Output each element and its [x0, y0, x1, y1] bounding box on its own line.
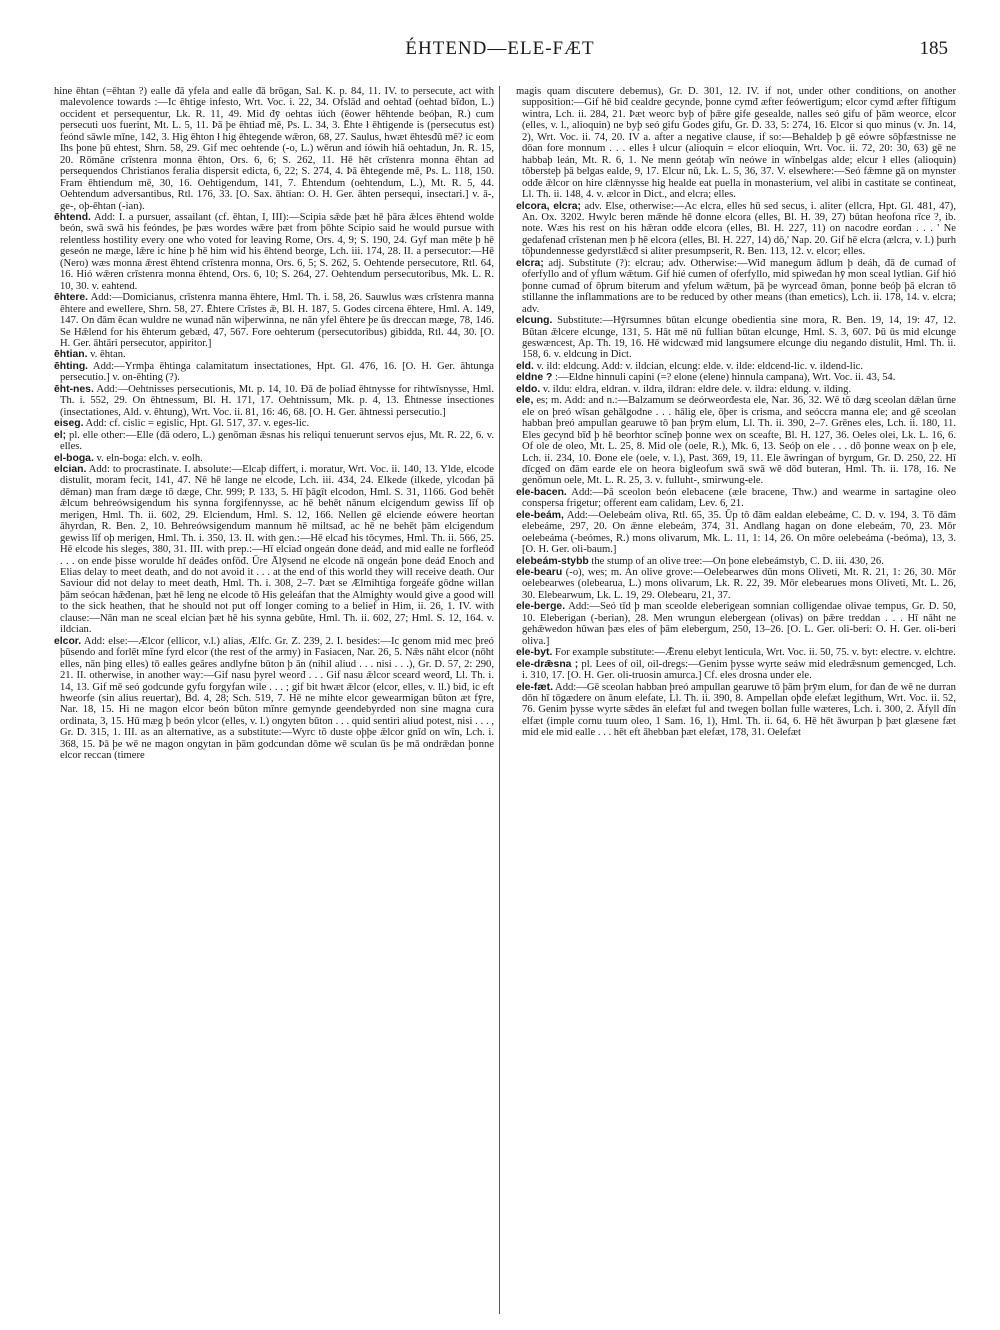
entry-text: adv. Else, otherwise:—Ac elcra, elles hū sed secus, i. aliter (ellcra, Hpt. Gl. 481, 47), An. Ox. 3202. Hwylc beren mǣnde hē đonne elcora (elles, Bl. H. 39, 27) būtan heofona rīce ?, ib. note. Wæs his rest on his hǣran odđe elcora (elles, Bl. H. 227, 11) on nacodre eorđan . . . ' Ne gedafenađ crīstenan men þ hē elcora (elles, Bl. H. 227, 14) dō,' Nap. 20. Gif hē elcra (ælcra, v. l.) þurh tōþundennesse gedyrstlǣcđ si aliter presumpserit, R. Ben. 113, 12. v. elcor; elles. — [522, 200, 956, 258]
entry-headword: elcian. — [54, 463, 87, 475]
running-head: ÉHTEND—ELE-FÆT — [405, 38, 595, 59]
entry-text: Add: to procrastinate. I. absolute:—Elcaþ differt, i. moratur, Wrt. Voc. ii. 140, 13. Ylde, elcode distulit, moram fecit, 141, 47. Nē hē lange ne elcode, Lch. iii. 434, 24. Elkede (ilkede, ylcodan þā dēman) man fram dæge tō dæge, Chr. 999; P. 133, 5. Hī þāgīt elcodon, Hml. S. 31, 1166. God behēt ǣlcum behreówsigendum his synna forgifennysse, ac hē behēt nānum elcigendum gewiss līf oþ merigen, Hml. Th. ii. 602, 29. Elciendum, Hml. S. 12, 166. Nellen gē elciende eówere heortan āhyrdan, R. Ben. 2, 10. Behreówsigendum mannum hē miltsađ, ac hē ne behēt þām elcigendum gewiss līf oþ merigen, Hml. Th. i. 350, 13. II. with gen.:—Hē elcađ his tōcymes, Hml. Th. ii. 566, 25. Hē elcode his sleges, 380, 31. III. with prep.:—Hī elciađ ongeán đone deáđ, and mid ealle ne forfleóđ . . . on ende þisse woruldе hī deáđes onfōđ. Ūre Ālȳsend ne elcode nā ongeán þone deáđ Enoch and Elias delay to meet death, and do not avoid it . . . at the end of this world they will receive death. Our Saviour did not delay to meet death, Hml. Th. i. 308, 2–7. Þæt se Ælmihtiga forgeáfe gōdne willan þām seócan hǣđenan, þæt hē leng ne elcode tō His geleáfan that the Almighty would give a good will to the sick heathen, that he should not put off longer coming to a belief in Him, ii. 26, 1. IV. with clause:—Nān man ne sceal elcian þæt hē his synna gebūte, Hml. Th. ii. 602, 27; Hml. S. 12, 164. v. ildcian. — [60, 463, 494, 636]
entry-text: :—Eldne hinnuli capini (=? elone (elene) hinnula campana), Wrt. Voc. ii. 43, 54. — [555, 372, 896, 384]
right-column — [516, 86, 956, 1316]
dictionary-entry — [54, 453, 494, 464]
entry-text: (-o), wes; m. An olive grove:—Oelebearwes dūn mons Oliveti, Mt. R. 21, 1: 26, 30. Mōr oelebearwes (olebearua, L.) mons olivarum, Lk. R. 22, 39. Mōr elebearues mons Oliveti, Mt. L. 26, 30. Elebearwum, Lk. L. 19, 29. Olebearu, 21, 37. — [522, 567, 956, 601]
entry-headword: ele-bearu — [516, 567, 563, 579]
dictionary-entry — [54, 361, 494, 384]
dictionary-entry — [516, 395, 956, 487]
entry-text: hine ēhtan (=ēhtan ?) ealle đā yfela and ealle đā brōgan, Sal. K. p. 84, 11. IV. to persecute, act with malevolence towards :—Ic ēhtige infesto, Wrt. Voc. i. 22, 34. Ofslād and oehtađ (oehtad bīđon, L.) occident et persequentur, Lk. R. 11, 49. Mid đȳ oehtas iúch (ēower hēhtende beóþan, R.) cum persecuti uos fuerint, Mt. L. 5, 11. Þā þe ēhtiađ mē, Ps. L. 34, 3. Ēhte ł ēhtigende is (persecutus est) feónd sāwle mīne, 142, 3. Hig ēhton ł hig ēhtegende wǣron, 68, 27. Saulus, hwæt ēhtesđū mē? ic eom Ihs þone þū ehtest, Shrn. 58, 29. Gif mec oehtende (-o, L.) wērun and íówih hiā oehtadun, Jn. R. 15, 20. Rōmāne crīstenra monna ēhton, Ors. 6, 6; S. 262, 11. Hē hēt crīstenra monna ēhtan ad persequendos Christianos feralia dispersit edicta, 6, 22; S. 274, 4. Þā ēhtegende mē, Ps. L. 118, 150. Fram ēhtiendum mē, 30, 16. Oehtigendum, 141, 7. Ēhtendum (oehtendum, L.), Mt. R. 5, 44. Oehtendum adversantibus, Rtl. 176, 33. [O. Sax. āhtian: O. H. Ger. āhten persequi, insectari.] v. ā-, ge-, oþ-ēhtan (-ian). — [54, 86, 494, 212]
page-header — [52, 38, 948, 68]
entry-text: pl. Lees of oil, oil-dregs:—Genim þysse wyrte seáw mid eledrǣsnum gemencged, Lch. i. 310, 17. [O. H. Ger. oli-truosin amurca.] Cf. eles drosna under ele. — [522, 658, 956, 682]
entry-text: Add: I. a pursuer, assailant (cf. ēhtan, I, III):—Scipia sǣde þæt hē þāra ǣlces ēhtend wolde beón, swā swā his feóndes, þe þæs wordes wǣre þæt from þōhte Scipio said he would pursue with relentless hostility every one who voted for leaving Rome, Ors. 4, 9; S. 190, 24. Gyf man mēte þ hē geseón ne mæge, lǣre ic hine þ hē him wiđ his ēhtend beorge, Lch. iii. 174, 28. II. a persecutor:—Hē (Nero) wæs monna ǣrest ēhtend crīstenra monna, Ors. 6, 5; S. 262, 5. Oehtende persecutore, Rtl. 64, 16. Hió wǣren crīstenra monna ēhtend, Ors. 6, 10; S. 264, 27. Oehtendum persecutoribus, Mk. L. R. 10, 30. v. eahtend. — [60, 211, 494, 292]
dictionary-entry — [54, 292, 494, 349]
entry-headword: ele-drǣsna ; — [516, 658, 579, 670]
dictionary-entry — [54, 464, 494, 636]
entry-headword: elcung. — [516, 315, 553, 327]
dictionary-entry — [54, 349, 494, 360]
dictionary-entry — [516, 659, 956, 682]
entry-headword: ēhtend. — [54, 211, 91, 223]
dictionary-entry — [516, 601, 956, 647]
entry-text: Add:—Domicianus, crīstenra manna ēhtere, Hml. Th. i. 58, 26. Sauwlus wæs crīstenra manna ēhtere and ewellere, Shrn. 58, 27. Ēhtere Crīstes ǣ, Bl. H. 187, 5. Godes circena ēhtere, Hml. A. 149, 147. On đām ēcan wuldre ne wunađ nān wiþerwinna, ne nān yfel ēhtere þe ūs dreccan mæge, 78, 146. Se Hǣlend for his ēhterum gebæd, 47, 567. Fore oehterum (persecutoribus) gibidda, Rtl. 44, 30. [O. H. Ger. āhtāri persecutor, appiritor.] — [60, 292, 494, 349]
entry-text: Add: else:—Ælcor (ellicor, v.l.) alias, Ælfc. Gr. Z. 239, 2. I. besides:—Ic genom mid mec þreó þūsendo and forlēt mīne fyrd elcor (the rest of the army) in Fasiacen, Nar. 26, 5. Nǣs nāht elcor (nōht elles, nān þing elles) tō ealles geāres andlyfne būton þ ān (nihil aliud . . . nisi . . .), Gr. D. 57, 2: 290, 21. II. otherwise, in another way:—Gif nasu þyrel weorđ . . . Gif nasu ǣlcor sceard weorđ, Ll. Th. i. 14, 13. Gif mē seó godcunde gyfu forgyfan wile . . . ; gif bit hwæt ǣlcor (elcor, elles, v. ll.) biđ, ic eft hweorfe (sin alius reuertar), Bd. 4, 28; Sch. 519, 7. Hē ne mihte elcor gewearmigan būton æt fȳre, Nar. 18, 15. Hi ne magon elcor beón būton mīnre gemynde geendebyrded non sine magna cura ordinata, 3, 15. Hū mæg þ beón ylcor (elles, v. l.) ongyten būton . . . quid sentiri aliud potest, nisi . . . , Gr. D. 315, 1. III. as an alternative, as a substitute:—Wyrc tō duste oþþe ǣlcor gnīd on wīn, Lch. i. 368, 15. Þā þe wē ne magon ongytan in þām godcundan dōme wē sculan ūs þe mā ondrǣdan þonne elcor reccan (timere — [60, 635, 494, 762]
entry-headword: ele-fæt. — [516, 681, 553, 693]
dictionary-entry — [516, 556, 956, 567]
entry-text: es; m. Add: and n.:—Balzamum se deórweorđesta ele, Nar. 36, 32. Wē tō dæg sceolan dǣlan ūrne ele on þreó wīsan gehālgodne . . . hālig ele, ōþer is crisma, and seóccra manna ele; and gē sceolan habban þreó ampullan gearuwe tō þan þrȳm elum, Ll. Th. ii. 390, 2–7. Grēnes eles, Lch. ii. 180, 11. Eles gecynd bīđ þ hē beorhtor scīneþ þonne wex on sceafte, Bl. H. 127, 36. Oeles olei, Lk. L. 16, 6. Of ole de oleo, Mt. L. 25, 8. Mid ole (oele, R.), Mk. 6, 13. Seóþ on ele . . . dō þonne weax on þ ele, Lch. ii. 234, 10. Đone ele (oele, v. l.), Past. 369, 19, 11. Ele āwringan of byrgum, Gr. D. 250, 22. Hī dīcgeđ on đām earde ele on heora bigleofum swā swā wē dōđ buteran, Hml. Th. ii. 178, 16. Ne genōmun oele, Mt. L. R. 25, 3. v. fulluht-, smirwung-ele. — [522, 395, 956, 487]
entry-text: Add:—Þā sceolon beón elebacene (æle bracene, Thw.) and wearme in sartagine oleo conspersa frigetur; offerent eam calidam, Lev. 6, 21. — [522, 486, 956, 510]
dictionary-entry — [516, 510, 956, 556]
dictionary-entry — [54, 212, 494, 292]
dictionary-entry — [516, 567, 956, 601]
entry-headword: eld. — [516, 360, 534, 372]
dictionary-entry — [516, 258, 956, 315]
entry-text: For example substitute:—Ǣrenu elebyt lenticula, Wrt. Voc. ii. 50, 75. v. byt: electre. v. elchtre. — [555, 647, 956, 659]
entry-headword: ele, — [516, 395, 534, 407]
entry-text: the stump of an olive tree:—On þone elebeámstyb, C. D. iii. 430, 26. — [591, 555, 884, 567]
entry-text: Add:—Seó tīd þ man sceolde eleberigean somnian colligendae olivae tempus, Gr. D. 50, 10. Eleberigan (-berian), 28. Men wrungun elebergean (olivas) on þǣre treddan . . . Hī nāht ne gehǣwedon hūwan þæs eles of þām elebergum, 250, 13–26. [O. L. Ger. oli-beri: O. H. Ger. oli-beri oliva.] — [522, 601, 956, 647]
entry-headword: ele-byt. — [516, 647, 553, 659]
dictionary-entry — [516, 647, 956, 658]
entry-headword: ēhting. — [54, 360, 89, 372]
dictionary-entry — [516, 315, 956, 361]
entry-text: magis quam discutere debemus), Gr. D. 301, 12. IV. if not, under other conditions, on another supposition:—Gif hē biđ cealdre gecynde, þonne cymđ æfter feówertigum; elcor cymđ æfter fīftigum wintra, Lch. ii. 284, 21. Þæt weorc byþ of þǣre gife gesealde, nalles seó gifu of þām weorce, elcor (elles, v. l., alioquin) ne byþ seó gifu Godes gifu, Gr. D. 33, 5: 274, 16. Elcor si quo minus (v. Jn. 14, 2), Wrt. Voc. ii. 74, 20. IV a. after a negative clause, if so:—Behaldeþ þ gē eówre sōþfæstnisse ne dōan fore monnum . . . elles ł ulcur (alioquin = elcor elioquin, Wrt. Voc. ii. 72, 20: 30, 63) gē ne habbaþ leán, Mt. R. 6, 1. Ne menn geótaþ wīn neówe in wīnbelgas alde; elcur ł elles (alioquin) tōberstеþ þā belgas ealde, 9, 17. Elcur nū, Lk. L. 5, 36, 37. V. elsewhere:—Seó fǣmne gā on mynster odđe ǣlcor on hire clǣnnysse hig healde eat puella in monasterium, vel alibi in castitate se contineat, Ll. Th. ii. 148, 4. v. ælcor in Dict., and elcra; elles. — [516, 86, 956, 201]
page-number: 185 — [919, 38, 948, 59]
entry-headword: el; — [54, 429, 67, 441]
dictionary-entry — [54, 418, 494, 429]
dictionary-entry — [516, 682, 956, 739]
entry-text: Add:—Gē sceolan habban þreó ampullan gearuwe tō þām þrȳm elum, for đan đe wē ne durran dōn hī tōgædere on ānum elefate, Ll. Th. ii. 390, 8. Ampellan oþđe elefæt legithum, Wrt. Voc. ii. 52, 76. Genim þysse wyrte sǣdes ān elefæt ful and twegen bollan fulle wæteres, Lch. i. 300, 2. Āfyll đīn elfæt (imple cornu tuum oleo, 1 Sam. 16, 1), Hml. Th. ii. 64, 6. Hē hēt āwurpan þ þæt glæsene fæt mid ele mid ealle . . . hēt eft āhebban þæt elefæt, 178, 31. Oelefæt — [522, 681, 956, 739]
dictionary-entry — [54, 636, 494, 762]
entry-headword: eiseg. — [54, 418, 84, 430]
entry-text: Add: cf. cislic = egislic, Hpt. Gl. 517, 37. v. eges-lic. — [85, 418, 310, 430]
entry-text: adj. Substitute (?): elcrau; adv. Otherwise:—Wiđ manegum ādlum þ deáh, đā đe cumađ of oferfyllo and of yflum wǣtum. Gif hié cumen of oferfyllo, mid spiwеđan hȳ mon sceal lytlian. Gif hió þonne cumađ of ōþrum biterum and yfelum wǣtum, þā þe wyrceađ ōman, þonne beóþ þā elcran tō stillanne the inflammations are to be reduced by other means (than emetics), Lch. ii. 178, 14. v. elcra; adv. — [522, 257, 956, 315]
dictionary-entry — [516, 372, 956, 383]
dictionary-entry — [54, 384, 494, 418]
entry-headword: eldo. — [516, 383, 541, 395]
dictionary-entry — [516, 361, 956, 372]
entry-text: pl. elle other:—Elle (đā odero, L.) genōman ǣsnas his reliqui tenuerunt servos ejus, Mt. R. 22, 6. v. elles. — [60, 429, 494, 453]
entry-text: Add:—Oelebeám oliva, Rtl. 65, 35. Ūp tō đām ealdan elebeáme, C. D. v. 194, 3. Tō đām elebeáme, 297, 20. On ǣnne elebeám, 374, 31. Andlang hagan on đone elebeám, 70, 23. Mōr oelebeáma (-beómes, R.) mons olivarum, Mk. L. 11, 1: 14, 26. On mōre oelebeáma (-beóma), 13, 3. [O. H. Ger. oli-baum.] — [522, 509, 956, 556]
dictionary-entry — [516, 201, 956, 258]
entry-text: Add:—Yrmþa ēhtinga calamitatum insectationes, Hpt. Gl. 476, 16. [O. H. Ger. āhtunga persecutio.] v. on-ēhting (?). — [60, 360, 494, 384]
entry-text: Substitute:—Hȳrsumnes būtan elcunge obedientia sine mora, R. Ben. 19, 14, 19: 47, 12. Būtan ǣlcere elcunge, 131, 5. Hāt mē nū fullian būtan elcunge, Hml. S. 3, 607. Þū ūs mid elcunge geswæncest, Ap. Th. 19, 16. Hē widcwæđ mid langsumere elcunge diu negando distulit, Hml. Th. ii. 158, 6. v. eldcung in Dict. — [522, 315, 956, 361]
entry-headword: elcor. — [54, 635, 82, 647]
entry-text: v. ild: eldcung. Add: v. ildcian, elcung: elde. v. ilde: eldcend-lic. v. ildend-lic. — [536, 360, 864, 372]
left-column — [54, 86, 494, 1316]
entry-headword: ēhtere. — [54, 292, 89, 304]
entry-text: v. ēhtan. — [90, 349, 126, 361]
entry-headword: elcra; — [516, 257, 544, 269]
dictionary-entry — [516, 487, 956, 510]
entry-headword: ele-berge. — [516, 601, 566, 613]
entry-headword: ele-beám, — [516, 509, 564, 521]
dictionary-entry — [516, 86, 956, 201]
entry-headword: eldne ? — [516, 372, 553, 384]
entry-headword: ēht-nes. — [54, 383, 94, 395]
entry-headword: el-boga. — [54, 452, 94, 464]
dictionary-entry — [54, 86, 494, 212]
entry-text: Add:—Oehtnisses persecutionis, Mt. p. 14, 10. Đā đe þoliađ ēhtnysse for rihtwīsnysse, Hml. Th. i. 552, 29. On ēhtnessum, Bl. H. 171, 17. Oehtnissum, Mk. p. 4, 13. Ēhtnesse insectiones (insectationes, Ald. v. ēhtung), Wrt. Voc. ii. 81, 16: 46, 68. [O. H. Ger. āhtnessi persecutio.] — [60, 383, 494, 418]
entry-headword: ēhtian. — [54, 349, 88, 361]
entry-headword: elcora, elcra; — [516, 200, 581, 212]
column-divider — [499, 86, 500, 1314]
dictionary-entry — [54, 430, 494, 453]
entry-text: v. ildu: eldra, eldran. v. ildra, ildran: eldre dele. v. ildra: eldung. v. ilding. — [542, 383, 852, 395]
dictionary-entry — [516, 384, 956, 395]
entry-headword: elebeám-stybb — [516, 555, 589, 567]
entry-headword: ele-bacen. — [516, 486, 567, 498]
entry-text: v. eln-boga: elch. v. eolh. — [96, 452, 203, 464]
